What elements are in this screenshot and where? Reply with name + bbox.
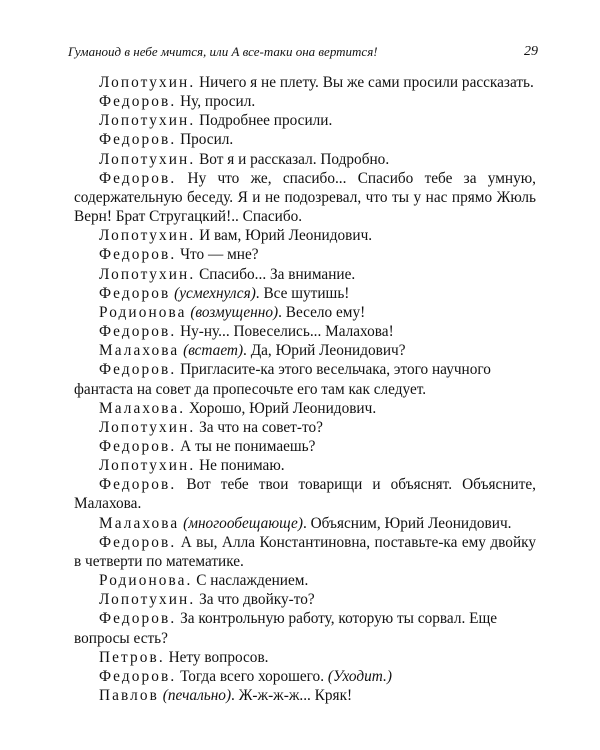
running-title: Гуманоид в небе мчится, или А все-таки она вертится! bbox=[68, 44, 378, 59]
dialogue-line bbox=[74, 686, 536, 705]
play-text bbox=[74, 73, 536, 705]
line-text: . Весело ему! bbox=[278, 303, 366, 321]
stage-direction: (печально) bbox=[162, 687, 232, 704]
speaker-name: Федоров bbox=[99, 284, 171, 302]
stage-direction: (усмехнулся) bbox=[174, 284, 256, 302]
speaker-name: Петров. bbox=[99, 648, 165, 666]
dialogue-line bbox=[74, 150, 536, 169]
speaker-name: Лопотухин. bbox=[99, 418, 196, 436]
speaker-name: Федоров. bbox=[99, 361, 177, 379]
dialogue-line bbox=[74, 667, 536, 686]
line-text: А вы, Алла Константиновна, поставьте-ка ему двойку в четверти по математике. bbox=[74, 533, 536, 570]
dialogue-line bbox=[74, 590, 536, 609]
speaker-name: Федоров. bbox=[99, 93, 177, 111]
line-text: Что — мне? bbox=[176, 246, 259, 264]
dialogue-line bbox=[74, 571, 536, 590]
line-text: . Ж-ж-ж-ж... Кряк! bbox=[231, 687, 353, 704]
dialogue-line bbox=[74, 341, 536, 360]
speaker-name: Федоров. bbox=[99, 476, 177, 494]
speaker-name: Федоров. bbox=[99, 533, 177, 551]
speaker-name: Лопотухин. bbox=[99, 457, 196, 475]
speaker-name: Федоров. bbox=[99, 169, 177, 187]
speaker-name: Лопотухин. bbox=[99, 112, 196, 130]
speaker-name: Федоров. bbox=[99, 323, 177, 341]
line-text: . Да, Юрий Леонидович? bbox=[243, 342, 406, 360]
line-text: Ну, просил. bbox=[176, 93, 256, 111]
dialogue-line bbox=[74, 399, 536, 418]
speaker-name: Лопотухин. bbox=[99, 591, 196, 609]
line-text: Спасибо... За внимание. bbox=[195, 265, 356, 283]
dialogue-line bbox=[74, 92, 536, 111]
dialogue-line bbox=[74, 648, 536, 667]
speaker-name: Родионова. bbox=[99, 572, 193, 590]
line-text: Ну что же, спасибо... Спасибо тебе за умную, содержательную беседу. Я и не подозревал, что ты у нас прямо Жюль Верн! Брат Стругацкий!.. Спасибо. bbox=[74, 169, 536, 226]
speaker-name: Лопотухин. bbox=[99, 74, 196, 91]
dialogue-line bbox=[74, 514, 536, 533]
speaker-name: Федоров. bbox=[99, 131, 177, 149]
speaker-name: Лопотухин. bbox=[99, 227, 196, 245]
line-text: Тогда всего хорошего. bbox=[176, 667, 328, 685]
line-text: За что на совет-то? bbox=[195, 418, 323, 436]
line-text: Хорошо, Юрий Леонидович. bbox=[185, 399, 377, 417]
stage-direction: (многообещающе) bbox=[183, 514, 303, 532]
speaker-name: Лопотухин. bbox=[99, 265, 196, 283]
dialogue-line bbox=[74, 111, 536, 130]
line-text: Вот тебе твои товарищи и объяснят. Объясните, Малахова. bbox=[74, 476, 536, 513]
speaker-name: Малахова bbox=[99, 514, 180, 532]
line-text: Вот я и рассказал. Подробно. bbox=[195, 150, 390, 168]
dialogue-line bbox=[74, 245, 536, 264]
line-text: И вам, Юрий Леонидович. bbox=[195, 227, 373, 245]
dialogue-line bbox=[74, 226, 536, 245]
line-text: Просил. bbox=[176, 131, 234, 149]
dialogue-line bbox=[74, 360, 536, 398]
page-number: 29 bbox=[524, 44, 538, 59]
line-text: Пригласите-ка этого весельчака, этого научного фантаста на совет да пропесочьте его там как следует. bbox=[74, 361, 491, 398]
running-header bbox=[68, 44, 538, 64]
dialogue-line bbox=[74, 73, 536, 92]
speaker-name: Малахова bbox=[99, 342, 180, 360]
dialogue-line bbox=[74, 533, 536, 571]
line-text: С наслаждением. bbox=[192, 572, 309, 590]
line-text: За что двойку-то? bbox=[195, 591, 315, 609]
stage-direction: (Уходит.) bbox=[327, 667, 392, 685]
line-text: . Все шутишь! bbox=[255, 284, 350, 302]
line-text: А ты не понимаешь? bbox=[176, 437, 316, 455]
speaker-name: Федоров. bbox=[99, 610, 177, 628]
speaker-name: Родионова bbox=[99, 303, 187, 321]
dialogue-line bbox=[74, 130, 536, 149]
line-text: За контрольную работу, которую ты сорвал. Еще вопросы есть? bbox=[74, 610, 498, 647]
stage-direction: (возмущенно) bbox=[190, 303, 279, 321]
dialogue-line bbox=[74, 265, 536, 284]
speaker-name: Федоров. bbox=[99, 246, 177, 264]
dialogue-line bbox=[74, 609, 536, 647]
speaker-name: Павлов bbox=[99, 687, 159, 704]
dialogue-line bbox=[74, 418, 536, 437]
dialogue-line bbox=[74, 456, 536, 475]
line-text: Нету вопросов. bbox=[164, 648, 269, 666]
speaker-name: Малахова. bbox=[99, 399, 186, 417]
dialogue-line bbox=[74, 169, 536, 226]
line-text: Подробнее просили. bbox=[195, 112, 333, 130]
dialogue-line bbox=[74, 303, 536, 322]
speaker-name: Федоров. bbox=[99, 437, 177, 455]
speaker-name: Федоров. bbox=[99, 667, 177, 685]
line-text: . Объясним, Юрий Леонидович. bbox=[302, 514, 512, 532]
dialogue-line bbox=[74, 437, 536, 456]
line-text: Ну-ну... Повеселись... Малахова! bbox=[176, 323, 394, 341]
line-text: Не понимаю. bbox=[195, 457, 285, 475]
speaker-name: Лопотухин. bbox=[99, 150, 196, 168]
dialogue-line bbox=[74, 284, 536, 303]
dialogue-line bbox=[74, 475, 536, 513]
line-text: Ничего я не плету. Вы же сами просили рассказать. bbox=[195, 74, 534, 91]
stage-direction: (встает) bbox=[183, 342, 244, 360]
dialogue-line bbox=[74, 322, 536, 341]
